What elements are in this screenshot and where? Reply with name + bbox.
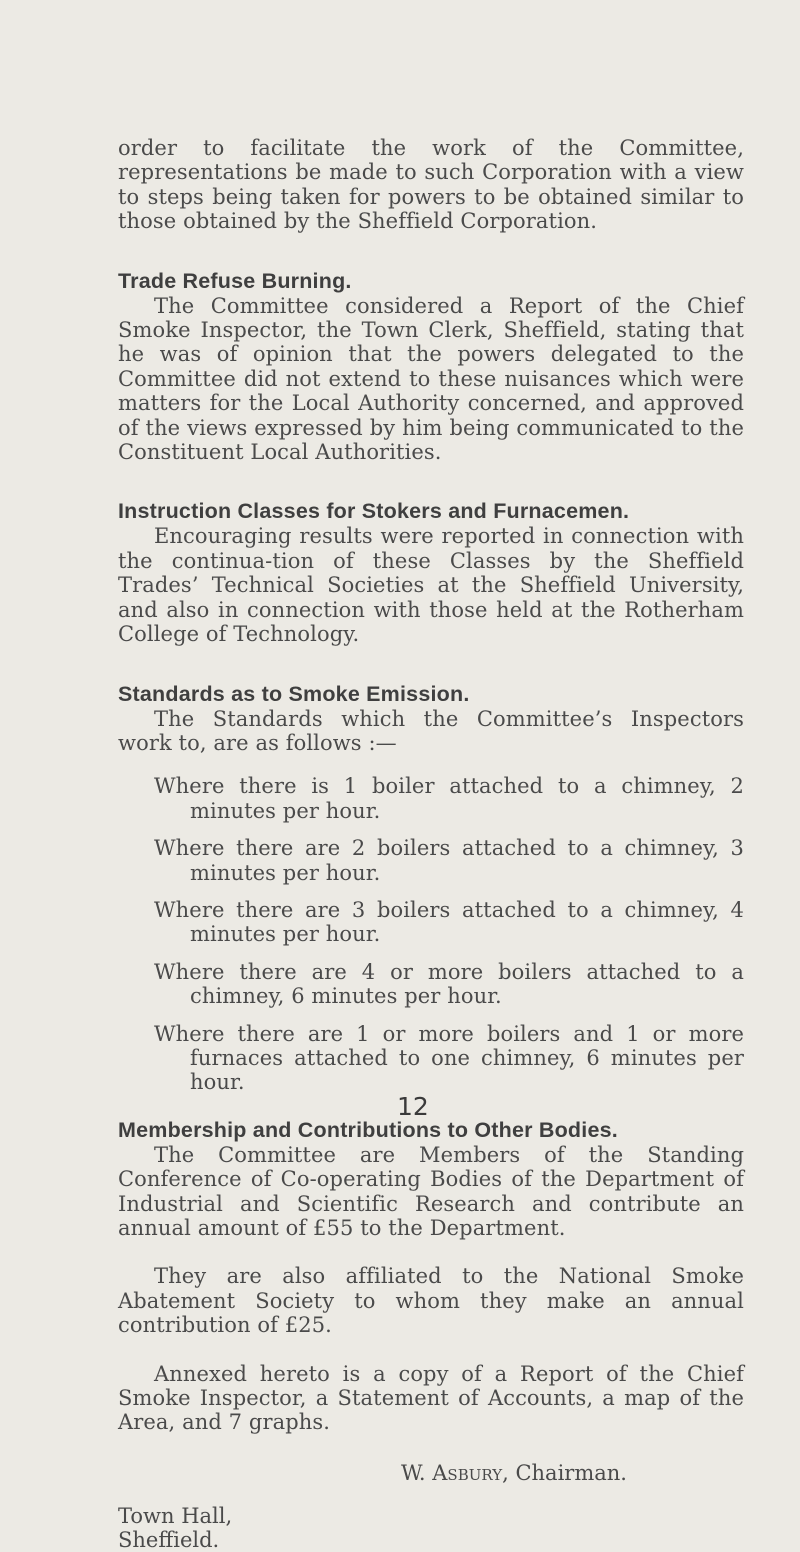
heading-trade-refuse-burning: Trade Refuse Burning. <box>118 268 352 293</box>
heading-membership-contributions: Membership and Contributions to Other Bodies. <box>118 1117 618 1142</box>
paragraph-standards-intro: The Standards which the Committee’s Inspectors work to, are as follows :— <box>118 706 744 755</box>
paragraph-membership-1: The Committee are Members of the Standing Conference of Co-operating Bodies of the Department of Industrial and Scientific Research and contribute an annual amount of £55 to the Department. <box>118 1142 744 1240</box>
document-page <box>118 136 744 1552</box>
page-number: 12 <box>397 1092 429 1121</box>
signature-initial: W. <box>401 1460 433 1485</box>
address-block <box>118 1504 744 1552</box>
intro-paragraph: order to facilitate the work of the Committee, representations be made to such Corporation with a view to steps being taken for powers to be obtained similar to those obtained by the Sheffield Corporation. <box>118 136 744 234</box>
standards-list-item: Where there are 1 or more boilers and 1 or more furnaces attached to one chimney, 6 minutes per hour. <box>154 1021 744 1095</box>
standards-list-item: Where there is 1 boiler attached to a chimney, 2 minutes per hour. <box>154 774 744 823</box>
paragraph-membership-2: They are also affiliated to the National Smoke Abatement Society to whom they make an annual contribution of £25. <box>118 1264 744 1338</box>
signature-name: Asbury <box>432 1460 503 1485</box>
address-line-1: Town Hall, <box>118 1503 233 1528</box>
paragraph-instruction-classes: Encouraging results were reported in connection with the continua-tion of these Classes by the Sheffield Trades’ Technical Societies at the Sheffield University, and also in connection with those held at the Rotherham College of Technology. <box>118 524 744 647</box>
heading-standards-smoke-emission: Standards as to Smoke Emission. <box>118 681 470 706</box>
paragraph-trade-refuse-burning: The Committee considered a Report of the Chief Smoke Inspector, the Town Clerk, Sheffield, stating that he was of opinion that the powers delegated to the Committee did not extend to these nuisances which were matters for the Local Authority concerned, and approved of the views expressed by him being communicated to the Constituent Local Authorities. <box>118 293 744 465</box>
signature-title: , Chairman. <box>502 1460 627 1485</box>
standards-list-item: Where there are 4 or more boilers attached to a chimney, 6 minutes per hour. <box>154 959 744 1009</box>
standards-list-item: Where there are 2 boilers attached to a chimney, 3 minutes per hour. <box>154 836 744 885</box>
standards-list-item: Where there are 3 boilers attached to a chimney, 4 minutes per hour. <box>154 897 744 947</box>
chairman-signature <box>118 1461 744 1485</box>
paragraph-membership-3: Annexed hereto is a copy of a Report of the Chief Smoke Inspector, a Statement of Accounts, a map of the Area, and 7 graphs. <box>118 1361 744 1435</box>
standards-list <box>118 774 744 1094</box>
heading-instruction-classes: Instruction Classes for Stokers and Furnacemen. <box>118 499 630 524</box>
address-line-2: Sheffield. <box>118 1527 220 1552</box>
